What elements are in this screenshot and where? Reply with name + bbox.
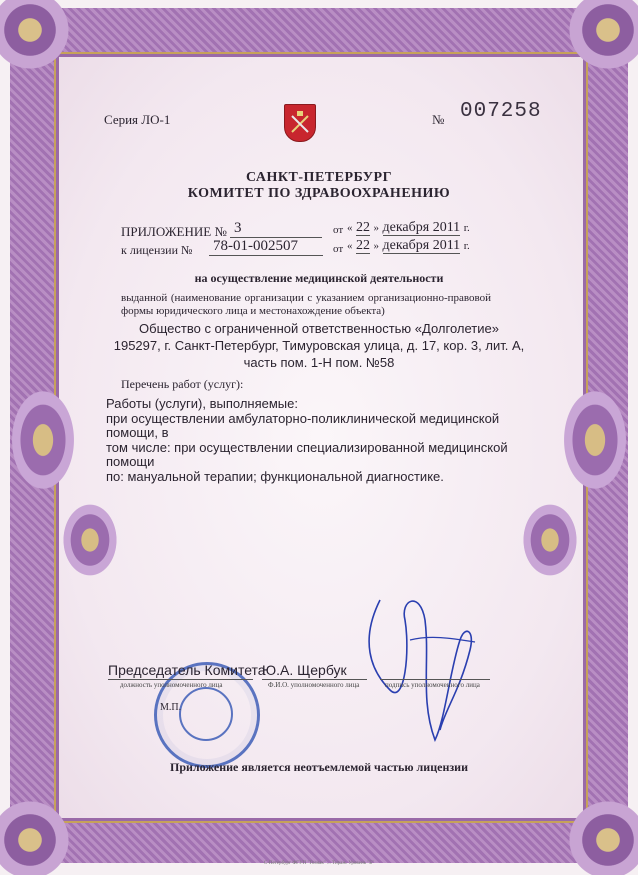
works-line: том числе: при осуществлении специализированной медицинской помощи <box>106 439 508 469</box>
signature-icon <box>350 580 490 750</box>
organization-name: Общество с ограниченной ответственностью «Долголетие» <box>139 321 499 336</box>
license-date: « 22 » декабря 2011 г. <box>347 238 470 253</box>
license-month-year: декабря 2011 <box>382 238 461 253</box>
activity-title: на осуществление медицинской деятельности <box>194 271 444 285</box>
appendix-from-label: от <box>333 224 344 236</box>
footer-note: Приложение является неотъемлемой частью лицензии <box>169 760 469 774</box>
signer-name: Ю.А. Щербук <box>262 662 347 678</box>
title-city: САНКТ-ПЕТЕРБУРГ <box>245 170 393 185</box>
works-line: при осуществлении амбулаторно-поликлинической медицинской помощи, в <box>106 410 500 440</box>
side-ornament <box>520 500 580 580</box>
name-line <box>262 679 367 680</box>
title-committee: КОМИТЕТ ПО ЗДРАВООХРАНЕНИЮ <box>187 186 451 201</box>
license-year-suffix: г. <box>463 240 470 252</box>
appendix-number: 3 <box>230 220 322 238</box>
organization-address-line1: 195297, г. Санкт-Петербург, Тимуровская улица, д. 17, кор. 3, лит. А, <box>113 338 525 353</box>
signer-position: Председатель Комитета <box>108 662 266 678</box>
seal-inner-ring <box>179 687 233 741</box>
print-info: С-Петербург ФГУП "Гознак" ... Тираж. Уровень "Б" <box>263 861 375 866</box>
position-caption: должность уполномоченного лица <box>120 681 223 689</box>
license-label: к лицензии № <box>121 243 193 257</box>
appendix-label: ПРИЛОЖЕНИЕ № <box>121 224 227 239</box>
side-ornament <box>60 500 120 580</box>
appendix-day: 22 <box>356 220 370 235</box>
side-ornament <box>8 385 78 495</box>
issued-note: выданной (наименование организации с указанием организационно-правовой формы юридического лица и местонахождение объекта) <box>121 292 491 317</box>
organization-address-line2: часть пом. 1-Н пом. №58 <box>243 355 395 370</box>
seal-label: М.П. <box>160 702 182 713</box>
appendix-month-year: декабря 2011 <box>382 220 461 235</box>
license-number: 78-01-002507 <box>209 238 323 256</box>
signature-caption: подпись уполномоченного лица <box>385 681 480 689</box>
works-list <box>106 397 526 484</box>
document-number: 007258 <box>460 100 542 123</box>
series-label: Серия ЛО-1 <box>104 112 171 127</box>
number-label: № <box>432 112 445 127</box>
license-from-label: от <box>333 243 344 255</box>
coat-of-arms-icon <box>284 104 316 142</box>
works-line: Работы (услуги), выполняемые: <box>106 396 298 411</box>
signature-line <box>380 679 490 680</box>
name-caption: Ф.И.О. уполномоченного лица <box>268 681 360 689</box>
license-day: 22 <box>356 238 370 253</box>
side-ornament <box>560 385 630 495</box>
appendix-date: « 22 » декабря 2011 г. <box>347 220 470 235</box>
organization-block <box>0 320 638 371</box>
works-list-label: Перечень работ (услуг): <box>121 377 244 391</box>
appendix-year-suffix: г. <box>463 222 470 234</box>
position-line <box>108 679 253 680</box>
works-line: по: мануальной терапии; функциональной диагностике. <box>106 468 444 484</box>
